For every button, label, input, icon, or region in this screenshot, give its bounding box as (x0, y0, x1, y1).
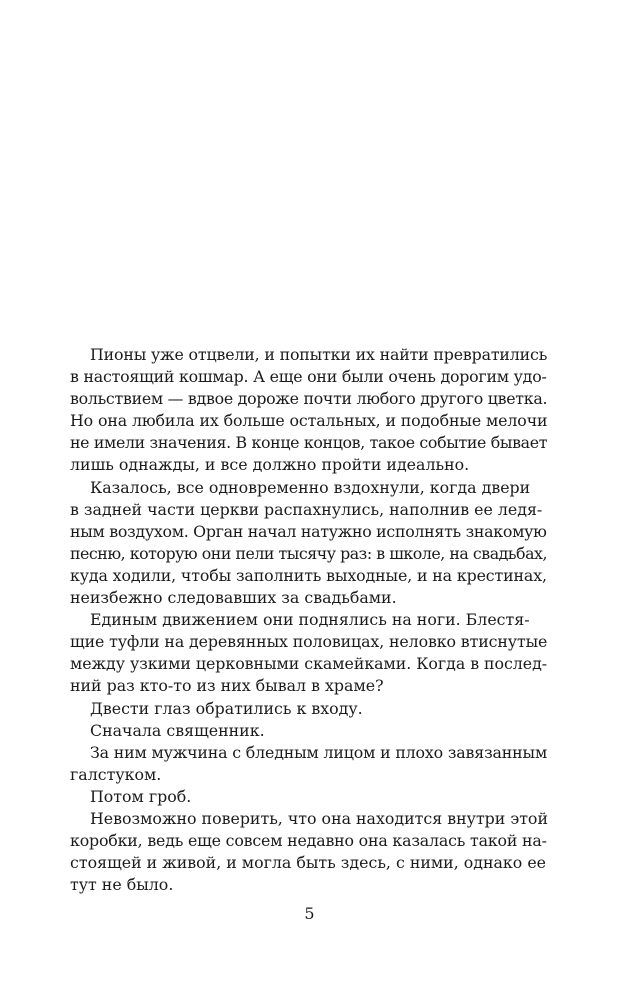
text-line: песню, которую они пели тысячу раз: в школе, на свадьбах, (70, 543, 547, 563)
text-line: между узкими церковными скамейками. Когда в послед- (70, 654, 548, 674)
text-line: не имели значения. В конце концов, такое событие бывает (70, 433, 548, 453)
text-line: За ним мужчина с бледным лицом и плохо завязанным (90, 742, 548, 762)
text-line: неизбежно следовавших за свадьбами. (70, 588, 397, 608)
text-line: Потом гроб. (90, 786, 192, 806)
text-line: в задней части церкви распахнулись, наполнив ее ледя- (70, 499, 543, 519)
text-line: Двести глаз обратились к входу. (90, 698, 363, 718)
text-line: лишь однажды, и все должно пройти идеально. (70, 455, 470, 475)
text-line: ний раз кто-то из них бывал в храме? (70, 676, 384, 696)
text-line: куда ходили, чтобы заполнить выходные, и на крестинах, (70, 565, 547, 585)
text-line: ным воздухом. Орган начал натужно исполнять знакомую (70, 521, 547, 541)
text-line: Сначала священник. (90, 720, 265, 740)
text-line: Единым движением они поднялись на ноги. Блестя- (90, 610, 530, 630)
text-line: Казалось, все одновременно вздохнули, когда двери (90, 477, 531, 497)
text-line: стоящей и живой, и могла быть здесь, с ними, однако ее (70, 853, 547, 873)
text-line: Но она любила их больше остальных, и подобные мелочи (70, 411, 548, 431)
text-line: щие туфли на деревянных половицах, неловко втиснутые (70, 632, 548, 652)
text-line: вольствием — вдвое дороже почти любого другого цветка. (70, 389, 548, 409)
page-number: 5 (304, 904, 315, 923)
text-line: в настоящий кошмар. А еще они были очень дорогим удо- (70, 367, 547, 387)
text-line: галстуком. (70, 764, 162, 784)
text-line: Пионы уже отцвели, и попытки их найти превратились (90, 345, 548, 364)
text-line: коробки, ведь еще совсем недавно она казалась такой на- (70, 831, 547, 851)
text-line: Невозможно поверить, что она находится внутри этой (90, 808, 548, 828)
text-line: тут не было. (70, 875, 174, 895)
body-text (70, 344, 548, 896)
